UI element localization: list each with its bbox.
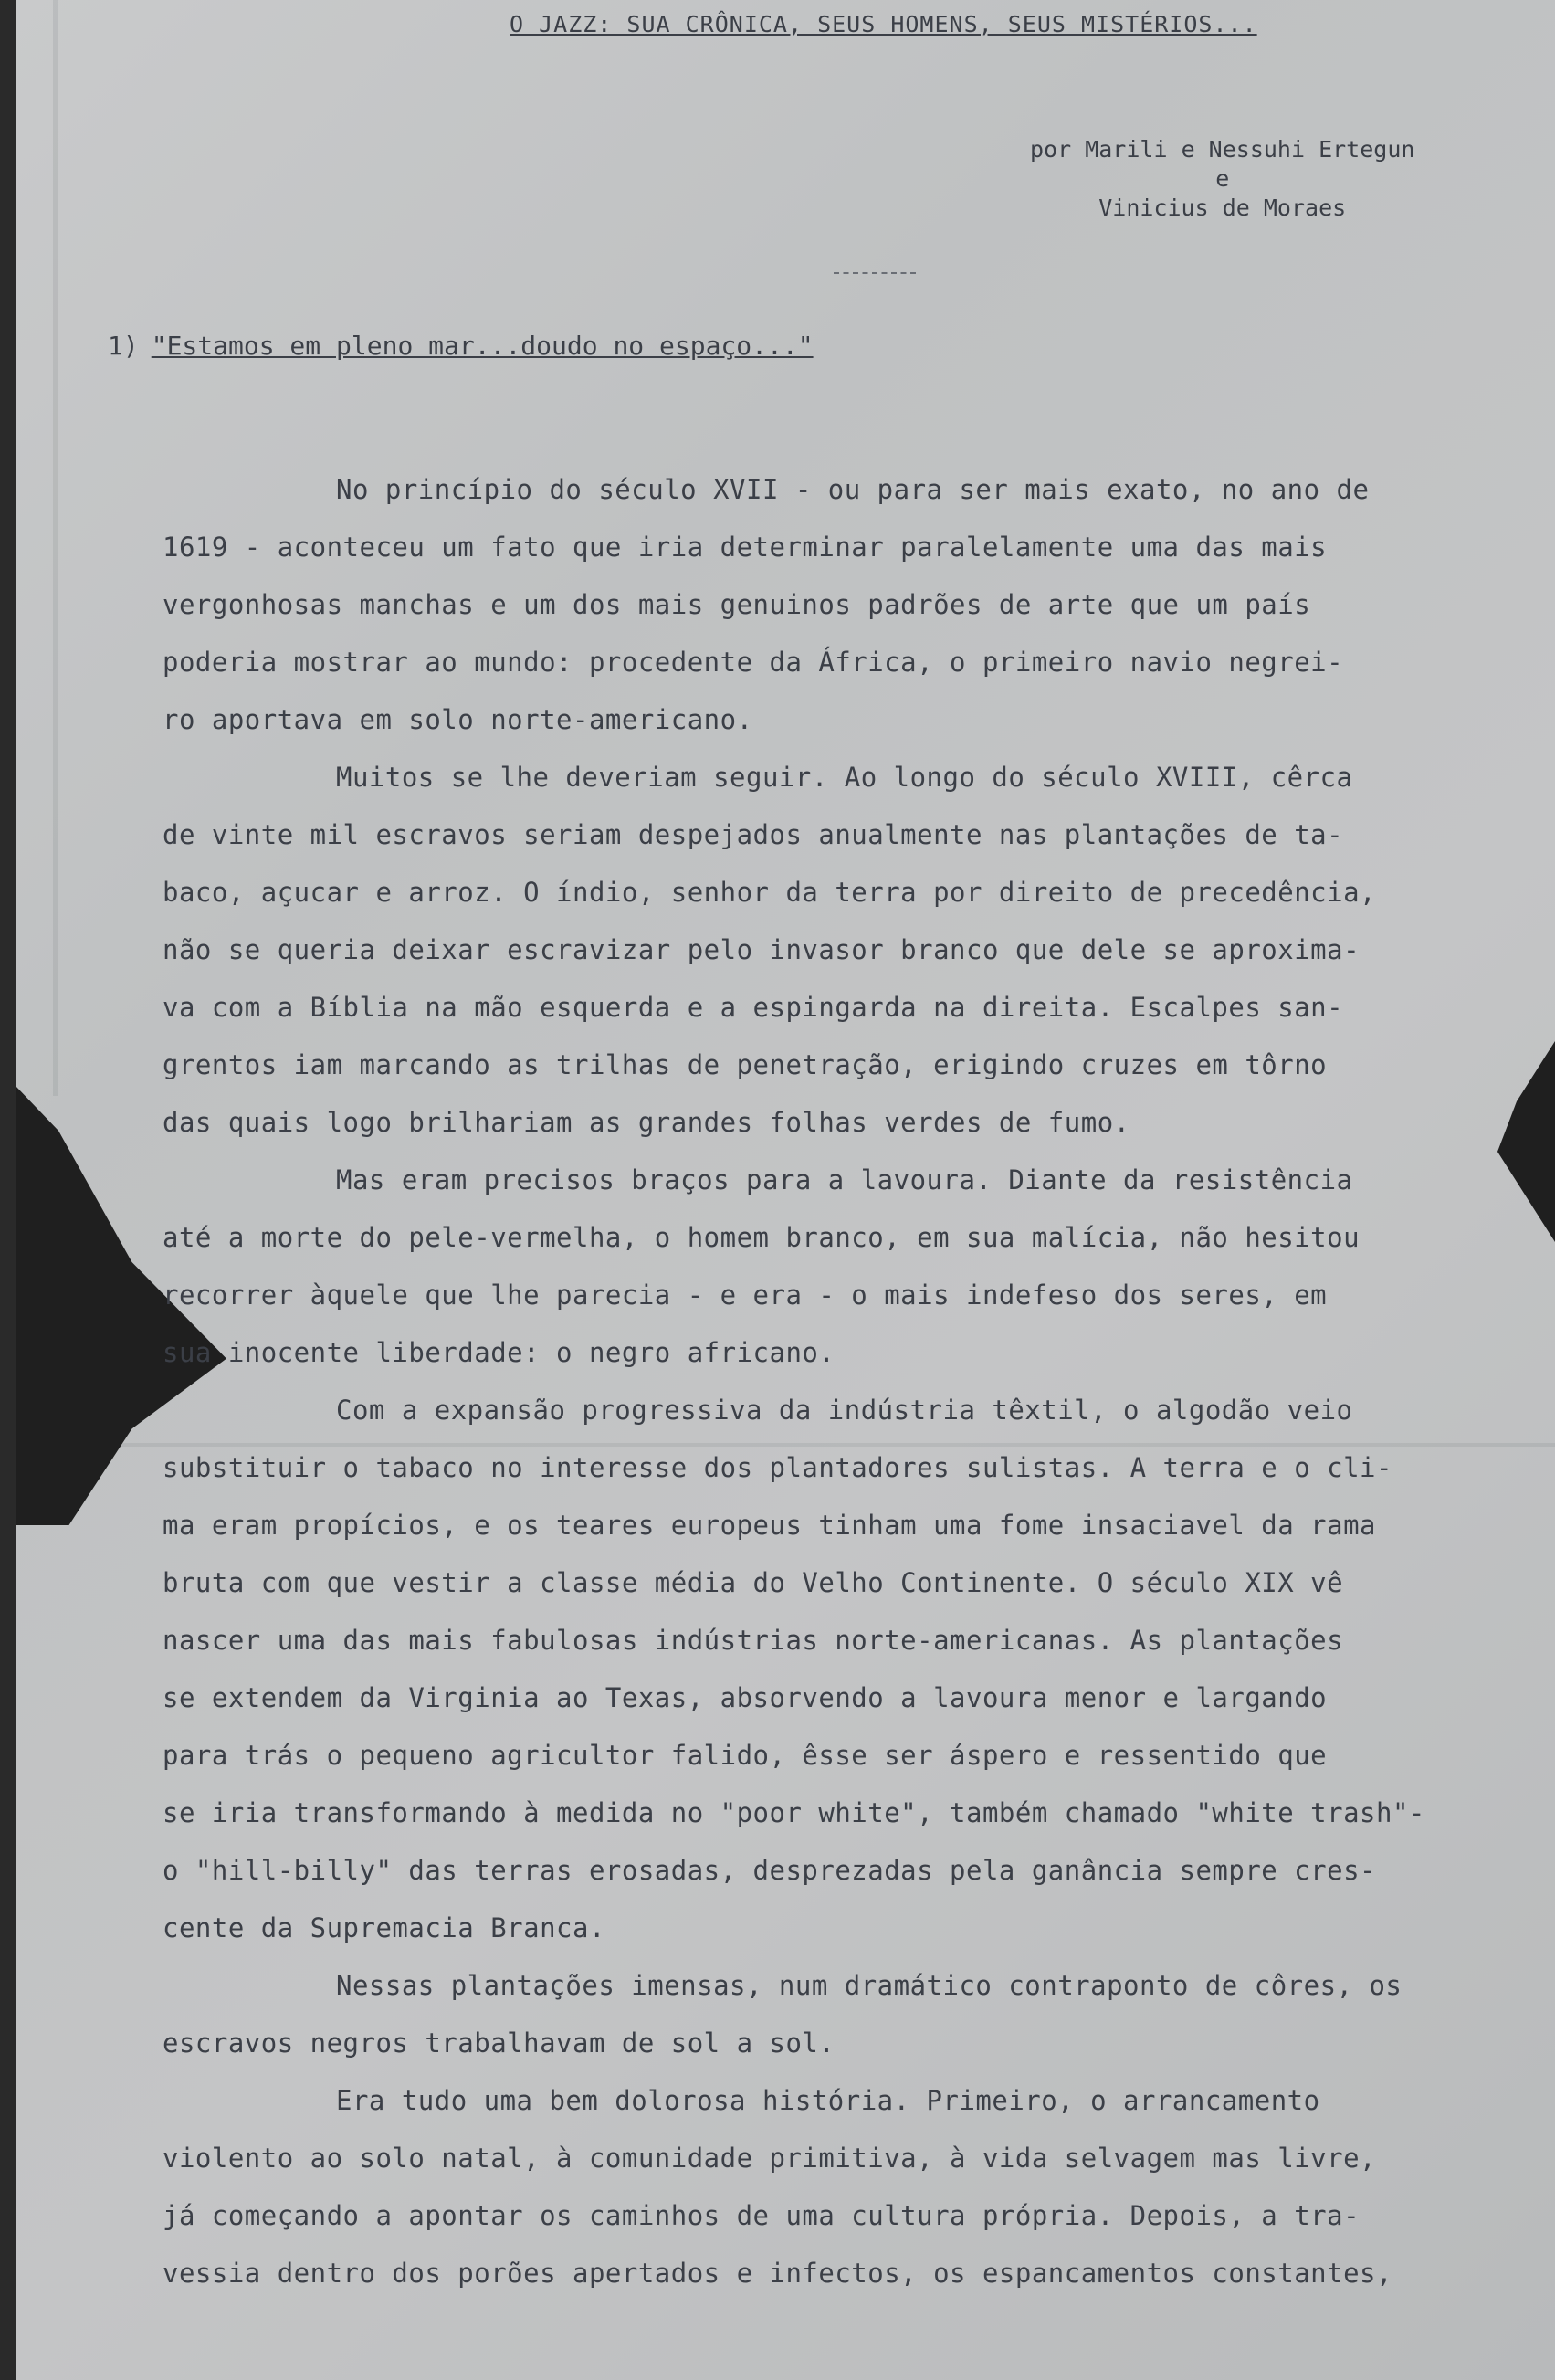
text-line: grentos iam marcando as trilhas de penetração, erigindo cruzes em tôrno (163, 1049, 1328, 1080)
text-line: Muitos se lhe deveriam seguir. Ao longo do século XVIII, cêrca (336, 762, 1353, 793)
text-line: Com a expansão progressiva da indústria têxtil, o algodão veio (336, 1395, 1353, 1426)
text-line: cente da Supremacia Branca. (163, 1912, 605, 1943)
text-line: já começando a apontar os caminhos de uma cultura própria. Depois, a tra- (163, 2200, 1361, 2231)
text-line: não se queria deixar escravizar pelo invasor branco que dele se aproxima- (163, 934, 1361, 965)
text-line: recorrer àquele que lhe parecia - e era - o mais indefeso dos seres, em (163, 1280, 1328, 1311)
paper-crease (53, 0, 58, 1096)
text-line: o "hill-billy" das terras erosadas, desprezadas pela ganância sempre cres- (163, 1855, 1377, 1886)
text-line: va com a Bíblia na mão esquerda e a espingarda na direita. Escalpes san- (163, 992, 1344, 1023)
text-line: vessia dentro dos porões apertados e infectos, os espancamentos constantes, (163, 2258, 1392, 2289)
text-line: escravos negros trabalhavam de sol a sol. (163, 2027, 835, 2059)
text-line: Nessas plantações imensas, num dramático contraponto de côres, os (336, 1970, 1403, 2001)
text-line: Mas eram precisos braços para a lavoura. Diante da resistência (336, 1164, 1353, 1195)
text-line: No princípio do século XVII - ou para ser mais exato, no ano de (336, 474, 1370, 505)
text-line: substituir o tabaco no interesse dos plantadores sulistas. A terra e o cli- (163, 1452, 1392, 1483)
body-text (163, 461, 1514, 2302)
author-line-1: por Marili e Nessuhi Ertegun (1030, 136, 1415, 163)
author-line-2: e (1215, 165, 1230, 192)
section-number: 1) (108, 331, 139, 361)
text-line: baco, açucar e arroz. O índio, senhor da terra por direito de precedência, (163, 877, 1377, 908)
text-line: das quais logo brilhariam as grandes folhas verdes de fumo. (163, 1107, 1130, 1138)
text-line: de vinte mil escravos seriam despejados anualmente nas plantações de ta- (163, 819, 1344, 850)
text-line: se iria transformando à medida no "poor white", também chamado "white trash"- (163, 1797, 1425, 1828)
typewritten-page (16, 0, 1555, 2380)
text-line: se extendem da Virginia ao Texas, absorvendo a lavoura menor e largando (163, 1682, 1328, 1713)
section-title: "Estamos em pleno mar...doudo no espaço..." (151, 331, 814, 361)
text-line: sua inocente liberdade: o negro africano. (163, 1337, 835, 1368)
section-heading (108, 331, 814, 361)
text-line: ma eram propícios, e os teares europeus tinham uma fome insaciavel da rama (163, 1510, 1377, 1541)
text-line: bruta com que vestir a classe média do Velho Continente. O século XIX vê (163, 1567, 1344, 1598)
text-line: vergonhosas manchas e um dos mais genuinos padrões de arte que um país (163, 589, 1311, 620)
author-line-3: Vinicius de Moraes (1098, 195, 1347, 221)
text-line: violento ao solo natal, à comunidade primitiva, à vida selvagem mas livre, (163, 2143, 1377, 2174)
text-line: para trás o pequeno agricultor falido, êsse ser áspero e ressentido que (163, 1740, 1328, 1771)
document-title: O JAZZ: SUA CRÔNICA, SEUS HOMENS, SEUS MISTÉRIOS... (510, 11, 1257, 37)
text-line: nascer uma das mais fabulosas indústrias norte-americanas. As plantações (163, 1625, 1344, 1656)
text-line: ro aportava em solo norte-americano. (163, 704, 753, 735)
separator-line (834, 272, 916, 274)
text-line: 1619 - aconteceu um fato que iria determinar paralelamente uma das mais (163, 532, 1328, 563)
author-block (1030, 135, 1414, 223)
text-line: poderia mostrar ao mundo: procedente da África, o primeiro navio negrei- (163, 647, 1344, 678)
text-line: Era tudo uma bem dolorosa história. Primeiro, o arrancamento (336, 2085, 1320, 2116)
text-line: até a morte do pele-vermelha, o homem branco, em sua malícia, não hesitou (163, 1222, 1361, 1253)
